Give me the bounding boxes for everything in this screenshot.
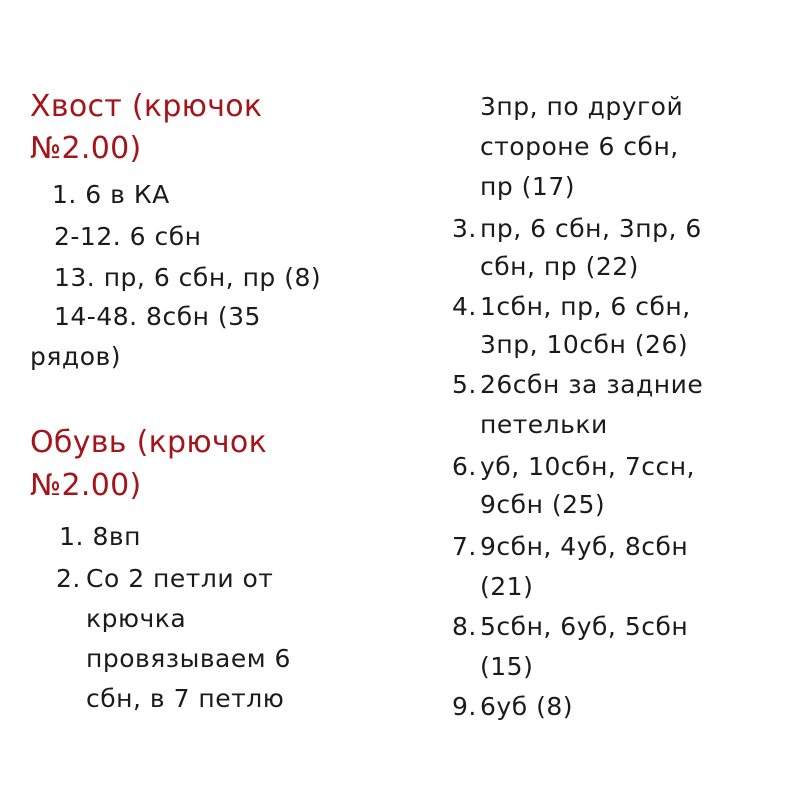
- shoe-heading-line2: №2.00): [30, 468, 142, 503]
- step-9-line1: 6уб (8): [480, 692, 573, 721]
- tail-heading-line2: №2.00): [30, 131, 142, 166]
- step-4-line1: 1сбн, пр, 6 сбн,: [480, 292, 691, 321]
- step-7-line1: 9сбн, 4уб, 8сбн: [480, 532, 689, 561]
- step-8-line1: 5сбн, 6уб, 5сбн: [480, 612, 689, 641]
- step-5-line1: 26сбн за задние: [480, 370, 704, 399]
- tail-row-3: 13. пр, 6 сбн, пр (8): [54, 263, 322, 292]
- tail-row-5: рядов): [30, 342, 121, 371]
- shoe-step-2-line4: сбн, в 7 петлю: [86, 684, 285, 713]
- shoe-step-1-text: 8вп: [92, 522, 141, 551]
- step-7-line2: (21): [480, 572, 534, 601]
- shoe-step-2-line2: крючка: [86, 604, 187, 633]
- shoe-step-1: [52, 520, 141, 554]
- step-3-line1: пр, 6 сбн, 3пр, 6: [480, 214, 702, 243]
- continuation-line2: стороне 6 сбн,: [480, 132, 679, 161]
- step-9-number: 9.: [452, 692, 477, 721]
- step-3-number: 3.: [452, 214, 477, 243]
- shoe-step-2-number: 2.: [56, 564, 81, 593]
- tail-row-4: 14-48. 8сбн (35: [54, 302, 261, 331]
- step-7-number: 7.: [452, 532, 477, 561]
- step-6-line1: уб, 10сбн, 7ссн,: [480, 452, 696, 481]
- step-6-number: 6.: [452, 452, 477, 481]
- tail-row-2: 2-12. 6 сбн: [54, 222, 202, 251]
- step-8-line2: (15): [480, 652, 534, 681]
- step-5-line2: петельки: [480, 410, 608, 439]
- step-8-number: 8.: [452, 612, 477, 641]
- step-4-line2: 3пр, 10сбн (26): [480, 330, 689, 359]
- tail-heading-line1: Хвост (крючок: [30, 89, 263, 124]
- step-6-line2: 9сбн (25): [480, 490, 606, 519]
- step-3-line2: сбн, пр (22): [480, 252, 639, 281]
- continuation-line3: пр (17): [480, 172, 575, 201]
- shoe-step-2-line1: Со 2 петли от: [86, 564, 274, 593]
- shoe-step-1-number: 1.: [59, 522, 84, 551]
- shoe-step-2-line3: провязываем 6: [86, 644, 291, 673]
- step-5-number: 5.: [452, 370, 477, 399]
- continuation-line1: 3пр, по другой: [480, 92, 684, 121]
- tail-row-1: 1. 6 в КА: [52, 180, 170, 209]
- step-4-number: 4.: [452, 292, 477, 321]
- shoe-heading-line1: Обувь (крючок: [30, 425, 267, 460]
